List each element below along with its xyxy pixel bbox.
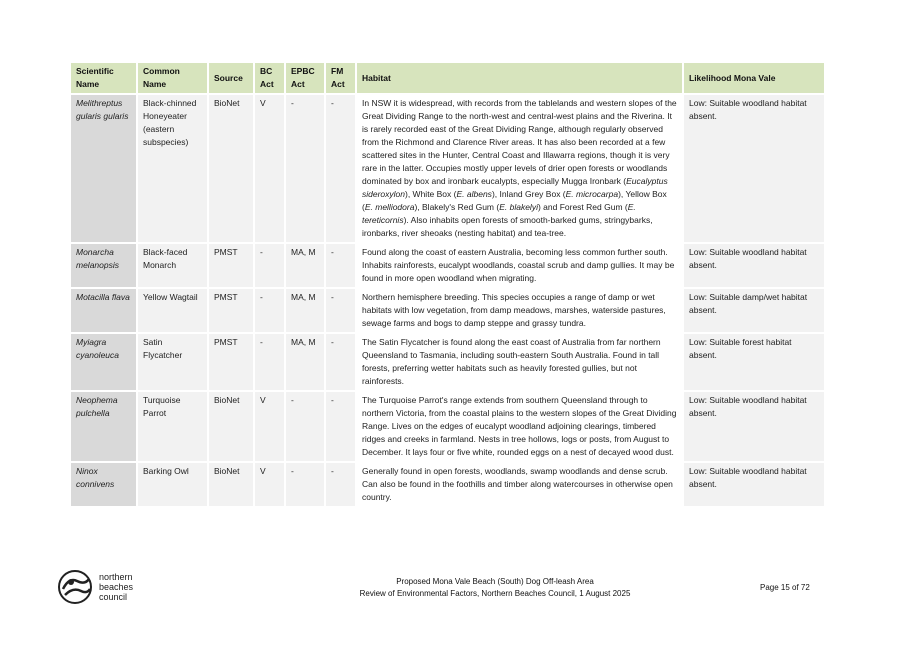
habitat-text: Found along the coast of eastern Australia, becoming less common further south. Inhabits rainforests, eucalypt woodlands, coastal scrub and damp gullies. It may be found in more open woodland when migrating. (362, 247, 675, 283)
habitat-text: ) and Forest Red Gum ( (537, 202, 628, 212)
source-cell: BioNet (209, 463, 255, 508)
likelihood-cell: Low: Suitable woodland habitat absent. (684, 463, 826, 508)
header-scientific-name: Scientific Name (71, 63, 138, 95)
bc-act-cell: - (255, 289, 286, 334)
habitat-cell (357, 244, 684, 289)
bc-act-cell: - (255, 334, 286, 392)
header-bc-act: BC Act (255, 63, 286, 95)
table-row (71, 244, 826, 289)
epbc-act-cell: MA, M (286, 289, 326, 334)
epbc-act-cell: - (286, 95, 326, 244)
footer-subtitle: Review of Environmental Factors, Northern Beaches Council, 1 August 2025 (359, 589, 631, 598)
habitat-cell (357, 289, 684, 334)
table-row (71, 289, 826, 334)
habitat-cell (357, 392, 684, 463)
habitat-text: ). Also inhabits open forests of smooth-barked gums, stringybarks, ironbarks, river sheoaks (nesting habitat) and tea-tree. (362, 215, 653, 238)
habitat-italic-text: E. blakelyi (499, 202, 538, 212)
footer-title: Proposed Mona Vale Beach (South) Dog Off-leash Area (396, 577, 594, 586)
logo-line-3: council (99, 592, 128, 602)
common-name-cell: Turquoise Parrot (138, 392, 209, 463)
habitat-cell (357, 95, 684, 244)
source-cell: BioNet (209, 95, 255, 244)
scientific-name-cell: Melithreptus gularis gularis (71, 95, 138, 244)
scientific-name-cell: Motacilla flava (71, 289, 138, 334)
table-row (71, 334, 826, 392)
table-body (71, 95, 826, 508)
source-cell: PMST (209, 289, 255, 334)
epbc-act-cell: - (286, 463, 326, 508)
common-name-cell: Yellow Wagtail (138, 289, 209, 334)
scientific-name-cell: Monarcha melanopsis (71, 244, 138, 289)
habitat-italic-text: E. tereticornis (362, 202, 636, 225)
fm-act-cell: - (326, 95, 357, 244)
header-source: Source (209, 63, 255, 95)
footer-document-title (330, 576, 660, 600)
fm-act-cell: - (326, 392, 357, 463)
source-cell: BioNet (209, 392, 255, 463)
fm-act-cell: - (326, 334, 357, 392)
habitat-text: The Satin Flycatcher is found along the east coast of Australia from far northern Queensland to Tasmania, including south-eastern South Australia. Found in tall forests, preferring wetter habitats such as heavily forested gullies, but not rainforests. (362, 337, 661, 386)
header-likelihood: Likelihood Mona Vale (684, 63, 826, 95)
bc-act-cell: V (255, 392, 286, 463)
habitat-text: ), Yellow Box ( (362, 189, 667, 212)
council-logo (57, 569, 157, 605)
habitat-text: ), Inland Grey Box ( (491, 189, 566, 199)
likelihood-cell: Low: Suitable woodland habitat absent. (684, 392, 826, 463)
epbc-act-cell: MA, M (286, 334, 326, 392)
habitat-text: ), White Box ( (405, 189, 457, 199)
habitat-text: In NSW it is widespread, with records from the tablelands and western slopes of the Great Dividing Range to the north-west and central-west plains and the Riverina. It is rarely recorded east of the Great Dividing Range, although regularly observed from the Richmond and Clarence River areas. It has also been recorded at a few scattered sites in the Hunter, Central Coast and Illawarra regions, though it is very rare in the latter. Occupies mostly upper levels of drier open forests or woodlands dominated by box and ironbark eucalypts, especially Mugga Ironbark ( (362, 98, 677, 186)
common-name-cell: Black-faced Monarch (138, 244, 209, 289)
common-name-cell: Barking Owl (138, 463, 209, 508)
header-fm-act: FM Act (326, 63, 357, 95)
species-table (71, 63, 826, 508)
fm-act-cell: - (326, 289, 357, 334)
likelihood-cell: Low: Suitable woodland habitat absent. (684, 244, 826, 289)
likelihood-cell: Low: Suitable damp/wet habitat absent. (684, 289, 826, 334)
epbc-act-cell: MA, M (286, 244, 326, 289)
habitat-italic-text: Eucalyptus sideroxylon (362, 176, 668, 199)
scientific-name-cell: Ninox connivens (71, 463, 138, 508)
source-cell: PMST (209, 244, 255, 289)
habitat-text: Northern hemisphere breeding. This species occupies a range of damp or wet habitats with low vegetation, from damp meadows, marshes, waterside pastures, sewage farms and bogs to damp steppe and grassy tundra. (362, 292, 666, 328)
habitat-italic-text: E. microcarpa (565, 189, 619, 199)
common-name-cell: Black-chinned Honeyeater (eastern subspecies) (138, 95, 209, 244)
habitat-cell (357, 463, 684, 508)
habitat-italic-text: E. albens (456, 189, 492, 199)
header-habitat: Habitat (357, 63, 684, 95)
fm-act-cell: - (326, 463, 357, 508)
table-row (71, 95, 826, 244)
logo-line-2: beaches (99, 582, 134, 592)
bc-act-cell: V (255, 463, 286, 508)
epbc-act-cell: - (286, 392, 326, 463)
header-epbc-act: EPBC Act (286, 63, 326, 95)
scientific-name-cell: Neophema pulchella (71, 392, 138, 463)
header-common-name: Common Name (138, 63, 209, 95)
habitat-cell (357, 334, 684, 392)
source-cell: PMST (209, 334, 255, 392)
logo-line-1: northern (99, 572, 133, 582)
table-header-row (71, 63, 826, 95)
habitat-text: Generally found in open forests, woodlands, swamp woodlands and dense scrub. Can also be found in the foothills and timber along watercourses in otherwise open country. (362, 466, 673, 502)
habitat-italic-text: E. melliodora (364, 202, 415, 212)
habitat-text: ), Blakely's Red Gum ( (414, 202, 500, 212)
likelihood-cell: Low: Suitable woodland habitat absent. (684, 95, 826, 244)
likelihood-cell: Low: Suitable forest habitat absent. (684, 334, 826, 392)
habitat-text: The Turquoise Parrot's range extends from southern Queensland through to northern Victoria, from the coastal plains to the western slopes of the Great Dividing Range. Lives on the edges of eucalypt woodland adjoining clearings, timbered ridges and creeks in farmland. Nests in tree hollows, logs or posts, from August to December. It lays four or five white, rounded eggs on a nest of decayed wood dust. (362, 395, 677, 457)
bc-act-cell: - (255, 244, 286, 289)
council-logo-text (99, 572, 133, 602)
common-name-cell: Satin Flycatcher (138, 334, 209, 392)
council-emblem-icon (57, 569, 95, 605)
scientific-name-cell: Myiagra cyanoleuca (71, 334, 138, 392)
page-number: Page 15 of 72 (760, 583, 810, 592)
table-row (71, 463, 826, 508)
fm-act-cell: - (326, 244, 357, 289)
bc-act-cell: V (255, 95, 286, 244)
table-row (71, 392, 826, 463)
